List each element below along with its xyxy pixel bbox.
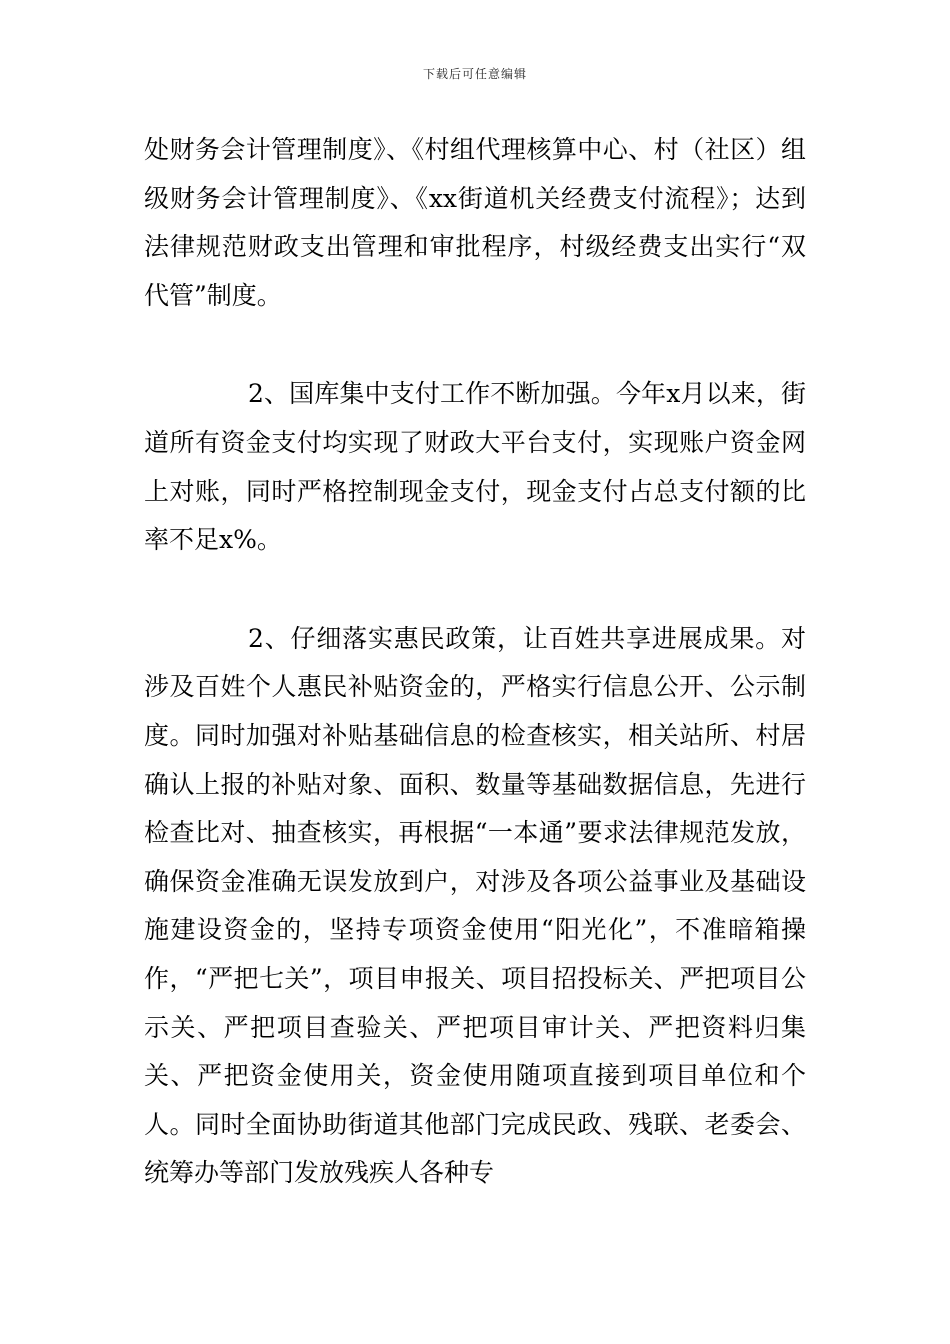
paragraph-gap (144, 565, 806, 615)
paragraph-1: 处财务会计管理制度》、《村组代理核算中心、村（社区）组级财务会计管理制度》、《xx街道机关经费支付流程》；达到法律规范财政支出管理和审批程序，村级经费支出实行“双代管”制度。 (144, 135, 806, 310)
page-header-note: 下载后可任意编辑 (422, 67, 527, 81)
paragraph-3: 2、仔细落实惠民政策，让百姓共享进展成果。对涉及百姓个人惠民补贴资金的，严格实行信息公开、公示制度。同时加强对补贴基础信息的检查核实，相关站所、村居确认上报的补贴对象、面积、数量等基础数据信息，先进行检查比对、抽查核实，再根据“一本通”要求法律规范发放，确保资金准确无误发放到户，对涉及各项公益事业及基础设施建设资金的，坚持专项资金使用“阳光化”，不准暗箱操作，“严把七关”，项目申报关、项目招投标关、严把项目公示关、严把项目查验关、严把项目审计关、严把资料归集关、严把资金使用关，资金使用随项直接到项目单位和个人。同时全面协助街道其他部门完成民政、残联、老委会、统筹办等部门发放残疾人各种专 (144, 623, 806, 1188)
document-body (144, 126, 806, 1198)
paragraph-2: 2、国库集中支付工作不断加强。今年x月以来，街道所有资金支付均实现了财政大平台支付，实现账户资金网上对账，同时严格控制现金支付，现金支付占总支付额的比率不足x%。 (144, 379, 806, 555)
paragraph-gap (144, 320, 806, 370)
